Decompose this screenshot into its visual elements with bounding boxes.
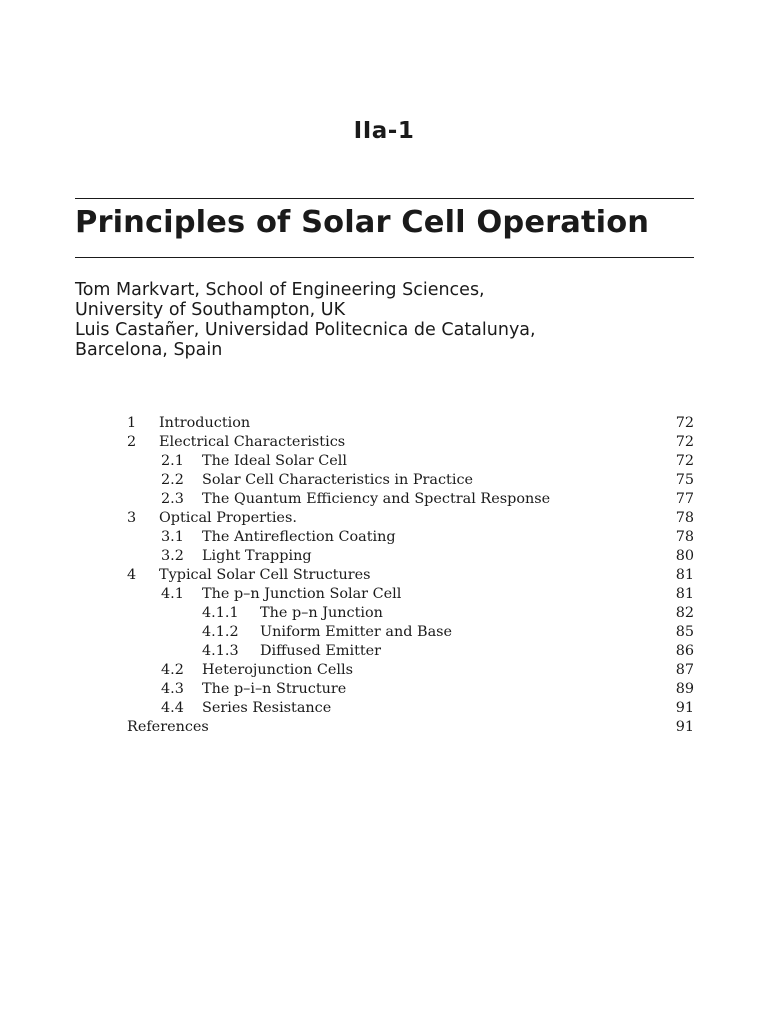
author-line: University of Southampton, UK bbox=[75, 300, 346, 320]
toc-entry bbox=[127, 433, 694, 452]
table-of-contents bbox=[127, 414, 694, 737]
toc-entry bbox=[127, 642, 694, 661]
toc-entry-number: 2.2 bbox=[161, 472, 184, 488]
author-block bbox=[75, 280, 536, 360]
toc-entry bbox=[127, 623, 694, 642]
toc-entry-number: 2 bbox=[127, 434, 137, 450]
toc-entry bbox=[127, 718, 694, 737]
toc-entry-page: 72 bbox=[675, 453, 694, 469]
toc-entry-page: 81 bbox=[675, 567, 694, 583]
toc-entry-page: 91 bbox=[675, 700, 694, 716]
toc-entry bbox=[127, 452, 694, 471]
toc-entry-number: 2.1 bbox=[161, 453, 184, 469]
toc-entry bbox=[127, 661, 694, 680]
toc-entry-number: 4.3 bbox=[161, 681, 184, 697]
toc-entry-number: 4.1 bbox=[161, 586, 184, 602]
toc-entry-number: 3 bbox=[127, 510, 137, 526]
toc-entry-page: 86 bbox=[675, 643, 694, 659]
author-line: Barcelona, Spain bbox=[75, 340, 223, 360]
toc-entry-page: 87 bbox=[675, 662, 694, 678]
toc-entry-page: 85 bbox=[675, 624, 694, 640]
toc-entry-title: Electrical Characteristics bbox=[159, 434, 346, 450]
toc-entry bbox=[127, 414, 694, 433]
toc-entry bbox=[127, 585, 694, 604]
toc-entry-page: 81 bbox=[675, 586, 694, 602]
toc-entry-title: Heterojunction Cells bbox=[202, 662, 353, 678]
toc-entry-number: 4.4 bbox=[161, 700, 184, 716]
toc-entry-title: Light Trapping bbox=[202, 548, 312, 564]
toc-entry bbox=[127, 490, 694, 509]
toc-entry-title: Diffused Emitter bbox=[260, 643, 382, 659]
toc-entry-title: Uniform Emitter and Base bbox=[260, 624, 453, 640]
toc-entry-page: 78 bbox=[675, 529, 694, 545]
author-line: Luis Castañer, Universidad Politecnica de Catalunya, bbox=[75, 320, 536, 340]
chapter-title: Principles of Solar Cell Operation bbox=[75, 205, 650, 240]
toc-entry-number: 4.1.2 bbox=[202, 624, 239, 640]
toc-entry-page: 75 bbox=[675, 472, 694, 488]
toc-entry-number: 3.2 bbox=[161, 548, 184, 564]
toc-entry-title: The Antireflection Coating bbox=[202, 529, 396, 545]
author-line: Tom Markvart, School of Engineering Sciences, bbox=[75, 280, 485, 300]
toc-entry bbox=[127, 699, 694, 718]
toc-entry-page: 91 bbox=[675, 719, 694, 735]
toc-entry-title: Optical Properties. bbox=[159, 510, 297, 526]
toc-entry bbox=[127, 471, 694, 490]
toc-entry bbox=[127, 604, 694, 623]
toc-entry bbox=[127, 566, 694, 585]
toc-entry-title: References bbox=[127, 719, 209, 735]
toc-entry-page: 82 bbox=[675, 605, 694, 621]
toc-entry-page: 77 bbox=[675, 491, 694, 507]
toc-entry-number: 4.2 bbox=[161, 662, 184, 678]
toc-entry bbox=[127, 680, 694, 699]
title-bottom-rule bbox=[75, 257, 694, 258]
toc-entry-number: 1 bbox=[127, 415, 137, 431]
toc-entry-page: 72 bbox=[675, 415, 694, 431]
toc-entry-page: 80 bbox=[675, 548, 694, 564]
toc-entry-number: 4.1.3 bbox=[202, 643, 239, 659]
title-top-rule bbox=[75, 198, 694, 199]
toc-entry-title: The Ideal Solar Cell bbox=[202, 453, 348, 469]
toc-entry-title: Series Resistance bbox=[202, 700, 332, 716]
toc-entry-number: 4 bbox=[127, 567, 137, 583]
toc-entry-number: 2.3 bbox=[161, 491, 184, 507]
toc-entry-title: The p–n Junction Solar Cell bbox=[202, 586, 402, 602]
toc-entry-page: 78 bbox=[675, 510, 694, 526]
toc-entry-title: The p–i–n Structure bbox=[202, 681, 347, 697]
toc-entry bbox=[127, 547, 694, 566]
toc-entry-number: 3.1 bbox=[161, 529, 184, 545]
toc-entry bbox=[127, 528, 694, 547]
toc-entry-number: 4.1.1 bbox=[202, 605, 239, 621]
toc-entry-title: Introduction bbox=[159, 415, 251, 431]
toc-entry-page: 72 bbox=[675, 434, 694, 450]
chapter-number: IIa-1 bbox=[353, 118, 415, 144]
toc-entry bbox=[127, 509, 694, 528]
toc-entry-title: Solar Cell Characteristics in Practice bbox=[202, 472, 474, 488]
toc-entry-title: The Quantum Efficiency and Spectral Response bbox=[202, 491, 551, 507]
toc-entry-title: The p–n Junction bbox=[260, 605, 383, 621]
toc-entry-page: 89 bbox=[675, 681, 694, 697]
toc-entry-title: Typical Solar Cell Structures bbox=[159, 567, 371, 583]
